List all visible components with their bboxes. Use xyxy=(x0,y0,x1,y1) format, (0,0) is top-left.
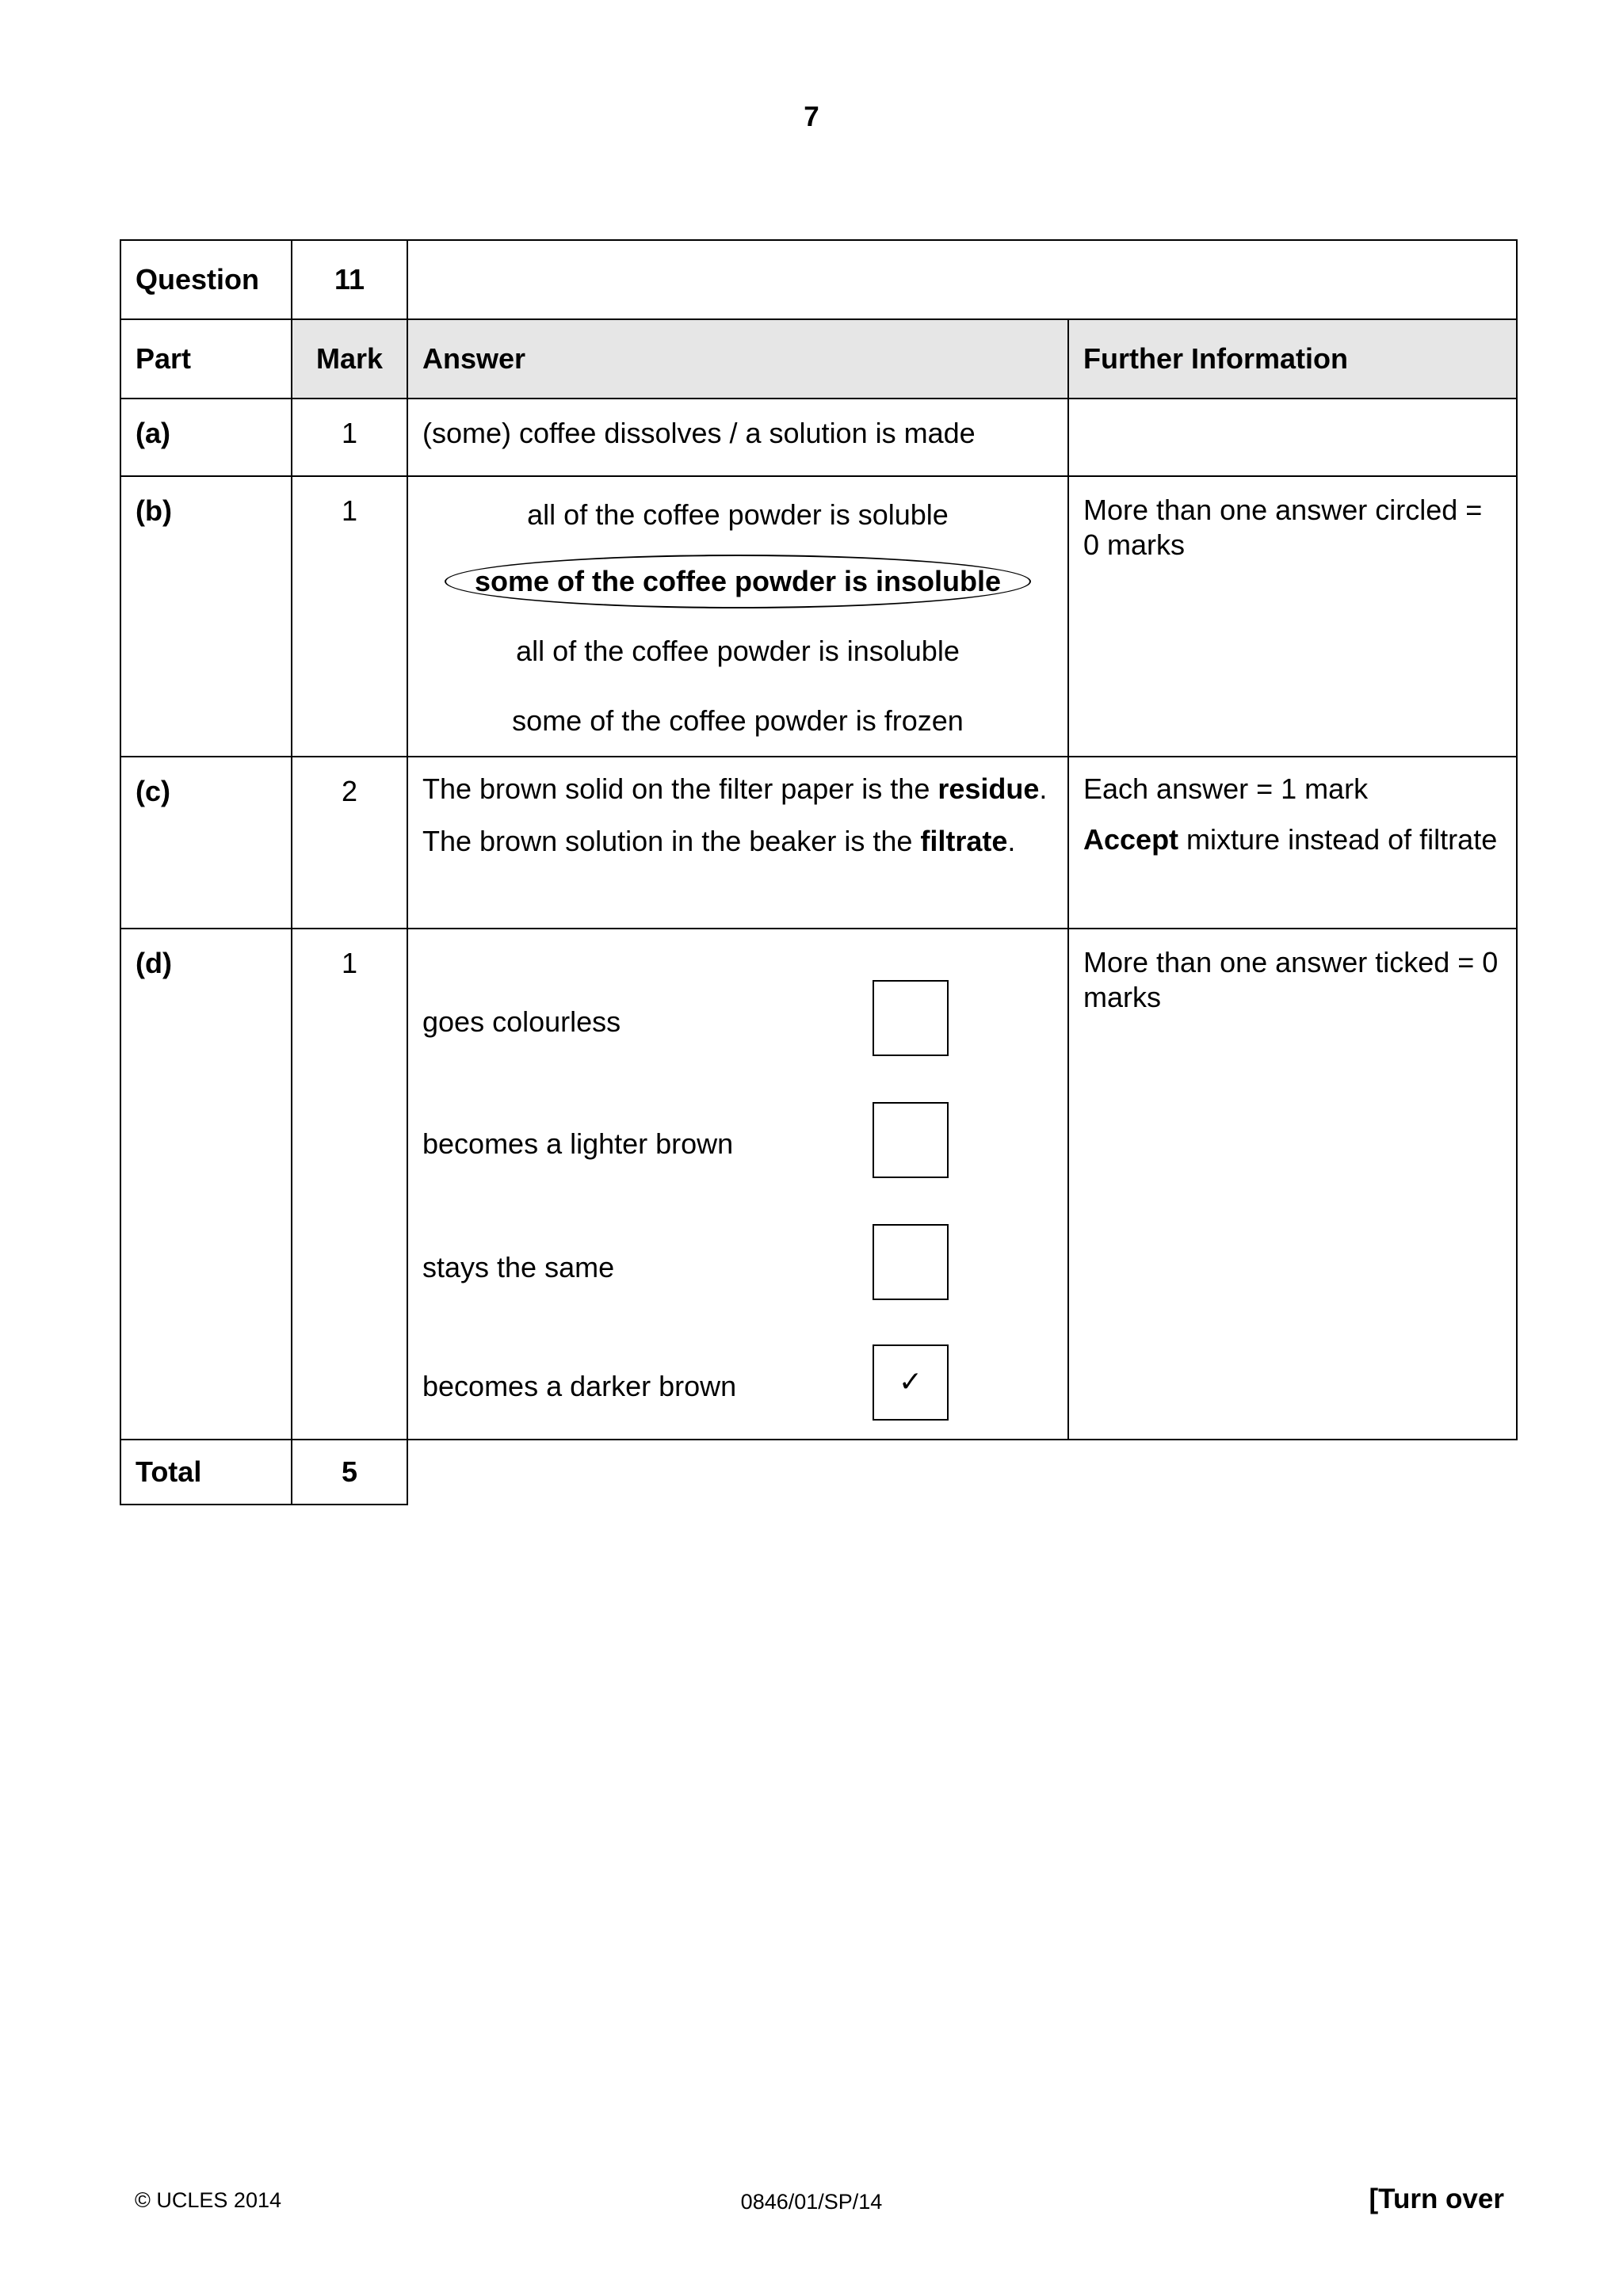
question-label: Question xyxy=(120,240,292,319)
tick-box[interactable] xyxy=(873,980,949,1056)
tick-option-label: stays the same xyxy=(422,1251,615,1283)
total-row xyxy=(120,1440,1517,1505)
further-c-line-1: Each answer = 1 mark xyxy=(1083,772,1369,805)
mark-a: 1 xyxy=(292,399,407,476)
filtrate-term: filtrate xyxy=(920,825,1008,857)
further-d: More than one answer ticked = 0 marks xyxy=(1068,929,1517,1440)
page-number: 7 xyxy=(804,101,819,132)
mark-scheme-table xyxy=(120,239,1518,1505)
row-d xyxy=(120,929,1517,1440)
tick-option-label: becomes a lighter brown xyxy=(422,1127,734,1160)
footer-turn-over: [Turn over xyxy=(1369,2183,1504,2214)
row-c xyxy=(120,757,1517,929)
mark-c: 2 xyxy=(292,757,407,929)
tick-option-label: becomes a darker brown xyxy=(422,1370,737,1402)
further-c xyxy=(1068,757,1517,929)
header-answer: Answer xyxy=(407,319,1068,399)
header-further-information: Further Information xyxy=(1068,319,1517,399)
part-a: (a) xyxy=(120,399,292,476)
mark-b: 1 xyxy=(292,476,407,757)
header-row xyxy=(120,319,1517,399)
tick-option-2 xyxy=(408,1102,1067,1224)
answer-c-line-1: The brown solid on the filter paper is the residue. xyxy=(422,772,1048,805)
part-d: (d) xyxy=(120,929,292,1440)
row-b xyxy=(120,476,1517,757)
tick-box[interactable] xyxy=(873,1224,949,1300)
answer-b xyxy=(407,476,1068,757)
total-label: Total xyxy=(120,1440,292,1505)
residue-term: residue xyxy=(938,772,1040,805)
tick-box-ticked[interactable]: ✓ xyxy=(873,1344,949,1421)
header-part: Part xyxy=(120,319,292,399)
further-b: More than one answer circled = 0 marks xyxy=(1068,476,1517,757)
answer-c xyxy=(407,757,1068,929)
footer-code: 0846/01/SP/14 xyxy=(740,2190,883,2214)
mark-d: 1 xyxy=(292,929,407,1440)
option-b-4: some of the coffee powder is frozen xyxy=(512,704,964,737)
part-c: (c) xyxy=(120,757,292,929)
question-blank-cell xyxy=(407,240,1517,319)
option-b-1: all of the coffee powder is soluble xyxy=(527,498,949,531)
accept-term: Accept xyxy=(1083,823,1179,856)
tick-option-4 xyxy=(408,1344,1067,1432)
tick-option-1 xyxy=(408,980,1067,1102)
circled-answer: some of the coffee powder is insoluble xyxy=(445,555,1031,608)
answer-c-line-2: The brown solution in the beaker is the filtrate. xyxy=(422,825,1016,857)
option-b-2 xyxy=(408,547,1067,616)
footer-copyright: © UCLES 2014 xyxy=(135,2188,281,2212)
further-c-line-2: Accept mixture instead of filtrate xyxy=(1083,823,1498,856)
answer-d xyxy=(407,929,1068,1440)
question-number: 11 xyxy=(292,240,407,319)
part-b: (b) xyxy=(120,476,292,757)
tick-option-3 xyxy=(408,1224,1067,1344)
further-a xyxy=(1068,399,1517,476)
row-a xyxy=(120,399,1517,476)
tick-box[interactable] xyxy=(873,1102,949,1178)
header-mark: Mark xyxy=(292,319,407,399)
question-row xyxy=(120,240,1517,319)
answer-a: (some) coffee dissolves / a solution is made xyxy=(407,399,1068,476)
tick-option-label: goes colourless xyxy=(422,1005,621,1038)
total-value: 5 xyxy=(292,1440,407,1505)
option-b-3: all of the coffee powder is insoluble xyxy=(516,635,960,667)
